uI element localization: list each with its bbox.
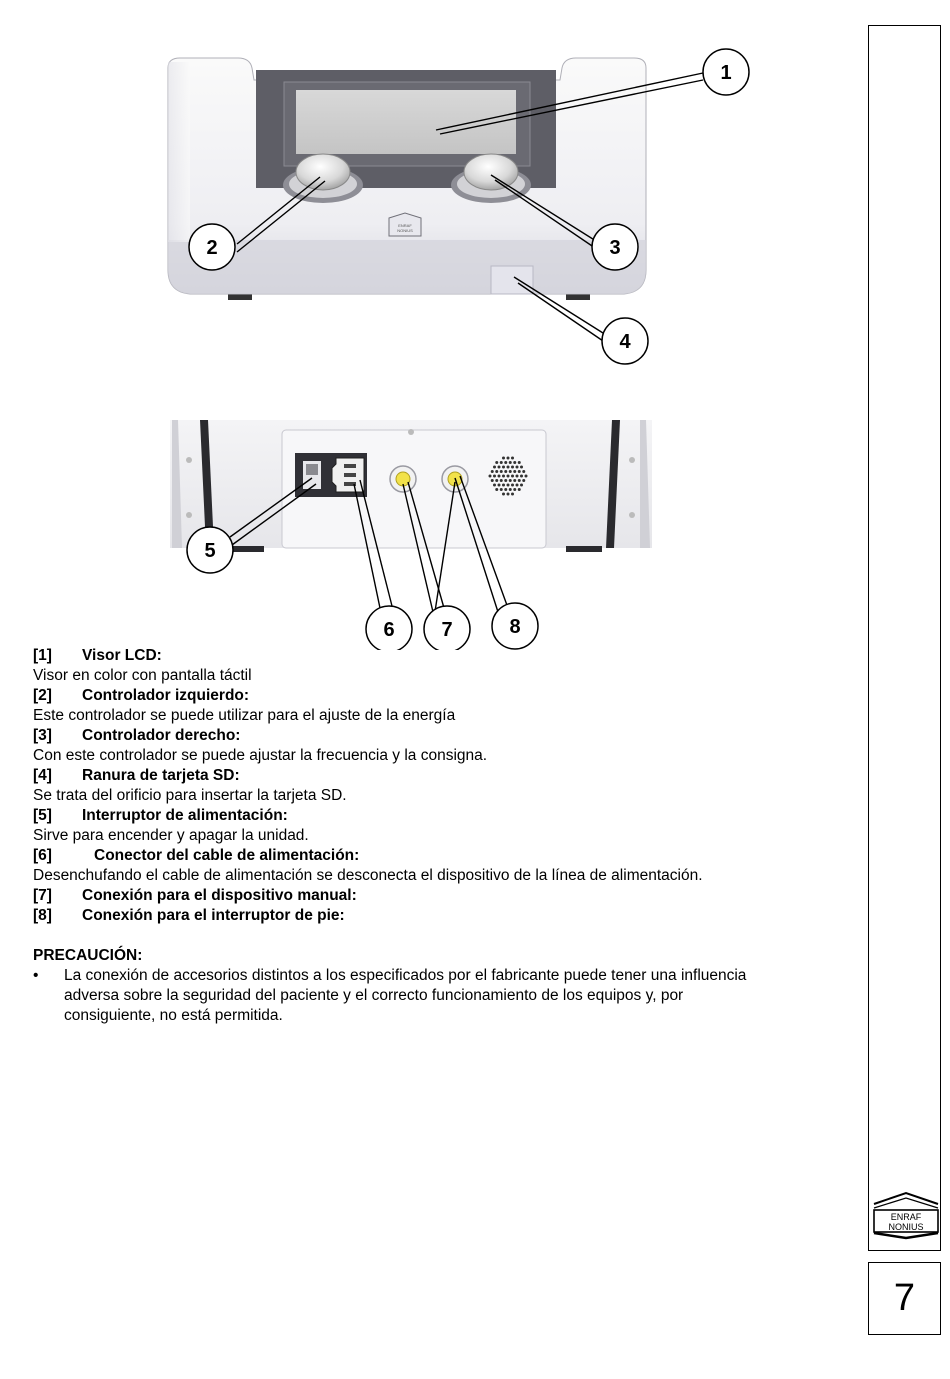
grille-hole: [507, 475, 510, 478]
callout-4: [602, 318, 648, 364]
grille-hole: [525, 475, 528, 478]
grille-hole: [489, 475, 492, 478]
grille-hole: [491, 479, 494, 482]
item-heading-7: [7] Conexión para el dispositivo manual:: [33, 887, 357, 904]
device-illustrations: [0, 0, 950, 650]
screw: [408, 429, 414, 435]
grille-hole: [520, 466, 523, 469]
page-number: 7: [893, 1277, 916, 1319]
lcd-screen: [296, 90, 516, 154]
callout-8: [492, 603, 538, 649]
caution-bullet: [33, 966, 853, 1026]
item-description-6: Desenchufando el cable de alimentación se desconecta el dispositivo de la línea de alimentación.: [33, 867, 703, 884]
screw: [629, 512, 635, 518]
item-description-2: Este controlador se puede utilizar para el ajuste de la energía: [33, 707, 456, 724]
grille-hole: [507, 493, 510, 496]
svg-text:6: 6: [383, 619, 395, 641]
grille-hole: [493, 466, 496, 469]
device-lower-band: [168, 240, 646, 294]
power-inlet-pin: [344, 464, 356, 468]
grille-hole: [507, 457, 510, 460]
power-inlet-pin: [344, 473, 356, 477]
callout-5: [187, 527, 233, 573]
grille-hole: [502, 457, 505, 460]
grille-hole: [498, 466, 501, 469]
callout-6: [366, 606, 412, 650]
grille-hole: [520, 484, 523, 487]
grille-hole: [495, 479, 498, 482]
svg-text:5: 5: [204, 540, 216, 562]
page-number-box: [868, 1262, 941, 1335]
grille-hole: [516, 475, 519, 478]
grille-hole: [518, 461, 521, 464]
svg-text:2: 2: [206, 237, 218, 259]
grille-hole: [509, 488, 512, 491]
svg-text:4: 4: [619, 331, 631, 353]
item-heading-1: [1] Visor LCD:: [33, 647, 162, 664]
grille-hole: [518, 488, 521, 491]
grille-hole: [498, 475, 501, 478]
callout-2: [189, 224, 235, 270]
left-knob: [296, 154, 350, 190]
back-foot-right: [566, 546, 602, 552]
grille-hole: [504, 470, 507, 473]
grille-hole: [502, 466, 505, 469]
grille-hole: [507, 466, 510, 469]
svg-text:7: 7: [441, 619, 453, 641]
svg-text:NONIUS: NONIUS: [397, 228, 413, 233]
caution-line-1: La conexión de accesorios distintos a los especificados por el fabricante puede tener una influencia: [64, 967, 747, 984]
grille-hole: [493, 475, 496, 478]
right-knob: [464, 154, 518, 190]
grille-hole: [491, 470, 494, 473]
grille-hole: [522, 479, 525, 482]
grille-hole: [513, 470, 516, 473]
power-switch-rocker: [306, 464, 318, 475]
caution-line-3: consiguiente, no está permitida.: [64, 1007, 283, 1024]
grille-hole: [511, 457, 514, 460]
grille-hole: [507, 484, 510, 487]
grille-hole: [509, 461, 512, 464]
svg-text:1: 1: [720, 62, 732, 84]
grille-hole: [495, 488, 498, 491]
grille-hole: [493, 484, 496, 487]
item-description-3: Con este controlador se puede ajustar la frecuencia y la consigna.: [33, 747, 488, 764]
grille-hole: [511, 475, 514, 478]
grille-hole: [522, 470, 525, 473]
grille-hole: [498, 484, 501, 487]
svg-text:NONIUS: NONIUS: [888, 1222, 924, 1232]
caution-title: PRECAUCIÓN:: [33, 947, 143, 964]
item-heading-4: [4] Ranura de tarjeta SD:: [33, 767, 240, 784]
grille-hole: [495, 461, 498, 464]
caution-text: [64, 966, 853, 1026]
item-description-1: Visor en color con pantalla táctil: [33, 667, 252, 684]
grille-hole: [513, 479, 516, 482]
grille-hole: [511, 466, 514, 469]
callout-3: [592, 224, 638, 270]
grille-hole: [513, 461, 516, 464]
grille-hole: [500, 488, 503, 491]
grille-hole: [513, 488, 516, 491]
bullet-dot: •: [33, 967, 39, 984]
svg-text:3: 3: [609, 237, 621, 259]
grille-hole: [504, 488, 507, 491]
item-heading-6: [6] Conector del cable de alimentación:: [33, 847, 360, 864]
grille-hole: [516, 484, 519, 487]
grille-hole: [511, 484, 514, 487]
item-description-4: Se trata del orificio para insertar la tarjeta SD.: [33, 787, 347, 804]
grille-hole: [509, 470, 512, 473]
callout-7: [424, 606, 470, 650]
item-heading-2: [2] Controlador izquierdo:: [33, 687, 250, 704]
screw: [186, 457, 192, 463]
device-back-view: [170, 420, 652, 552]
device-front-view: [168, 58, 646, 300]
page-sidebar: [868, 25, 941, 1251]
grille-hole: [495, 470, 498, 473]
enraf-nonius-logo: [871, 1190, 941, 1240]
screw: [186, 512, 192, 518]
grille-hole: [502, 475, 505, 478]
svg-text:8: 8: [509, 616, 521, 638]
grille-hole: [502, 493, 505, 496]
grille-hole: [511, 493, 514, 496]
grille-hole: [520, 475, 523, 478]
item-heading-8: [8] Conexión para el interruptor de pie:: [33, 907, 345, 924]
grille-hole: [509, 479, 512, 482]
item-heading-3: [3] Controlador derecho:: [33, 727, 241, 744]
svg-text:ENRAF: ENRAF: [398, 223, 412, 228]
device-left-side-shade: [168, 62, 190, 242]
item-heading-5: [5] Interruptor de alimentación:: [33, 807, 288, 824]
caution-line-2: adversa sobre la seguridad del paciente y el correcto funcionamiento de los equipos y, por: [64, 987, 684, 1004]
grille-hole: [502, 484, 505, 487]
grille-hole: [518, 470, 521, 473]
device-brand-badge: [389, 213, 421, 236]
screw: [629, 457, 635, 463]
sd-card-slot: [491, 266, 533, 294]
component-descriptions: [33, 646, 853, 1026]
callout-1: [703, 49, 749, 95]
grille-hole: [500, 461, 503, 464]
svg-text:ENRAF: ENRAF: [890, 1212, 922, 1222]
grille-hole: [516, 466, 519, 469]
grille-hole: [518, 479, 521, 482]
grille-hole: [500, 470, 503, 473]
item-description-5: Sirve para encender y apagar la unidad.: [33, 827, 309, 844]
grille-hole: [500, 479, 503, 482]
grille-hole: [504, 479, 507, 482]
grille-hole: [504, 461, 507, 464]
